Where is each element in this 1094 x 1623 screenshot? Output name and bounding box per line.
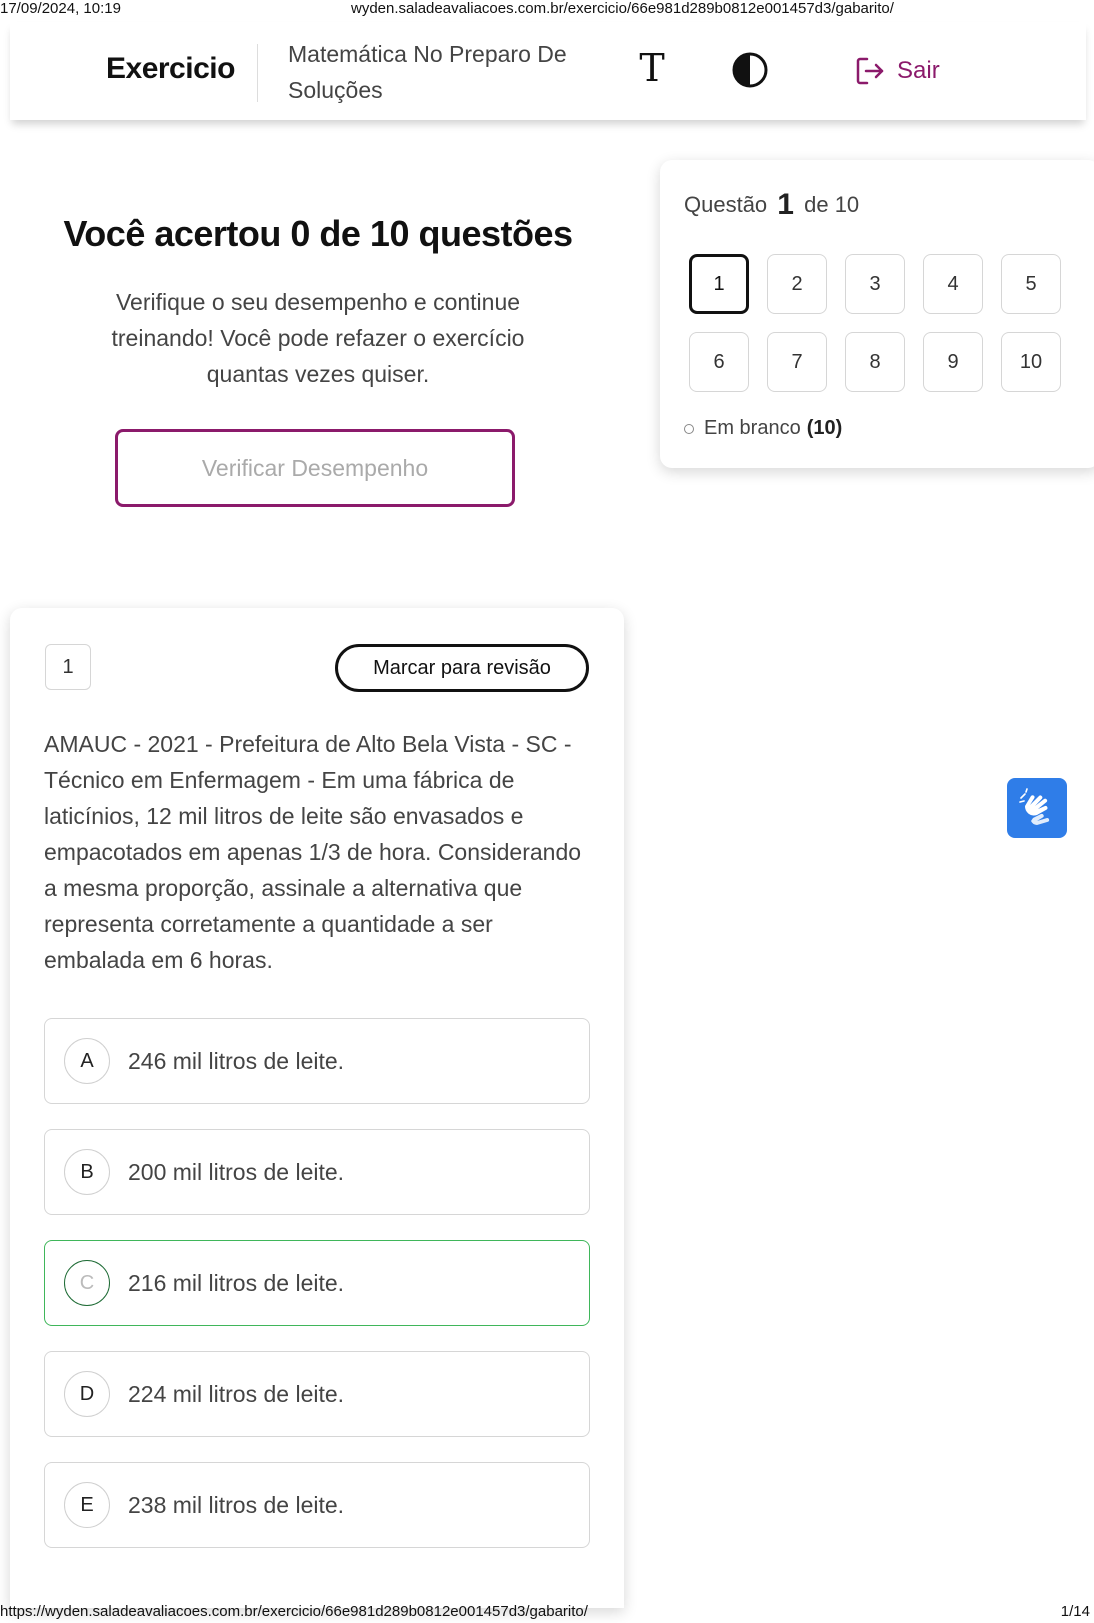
verify-performance-button[interactable]: Verificar Desempenho [115,429,515,507]
option-d[interactable] [44,1351,590,1437]
navigator-prefix: Questão [684,192,768,217]
logout-label: Sair [897,57,940,84]
print-footer-url: https://wyden.saladeavaliacoes.com.br/exercicio/66e981d289b0812e001457d3/gabarito/ [0,1603,588,1620]
question-text: AMAUC - 2021 - Prefeitura de Alto Bela Vista - SC - Técnico em Enfermagem - Em uma fábrica de laticínios, 12 mil litros de leite são envasados e empacotados em apenas 1/3 de hora. Considerando a mesma proporção, assinale a alternativa que representa corretamente a quantidade a ser embalada em 6 horas. [44,731,582,973]
option-text: 216 mil litros de leite. [128,1269,345,1296]
question-button-2[interactable]: 2 [767,254,827,314]
question-button-5[interactable]: 5 [1001,254,1061,314]
option-e[interactable] [44,1462,590,1548]
question-button-8[interactable]: 8 [845,332,905,392]
option-text: 238 mil litros de leite. [128,1491,345,1518]
option-letter: E [64,1482,110,1528]
option-text: 200 mil litros de leite. [128,1158,345,1185]
print-footer [0,1603,1094,1623]
sign-language-icon [1017,788,1057,828]
question-button-1[interactable]: 1 [689,254,749,314]
legend-label: Em branco [704,417,801,439]
result-title: Você acertou 0 de 10 questões [63,213,573,254]
question-button-9[interactable]: 9 [923,332,983,392]
logout-button[interactable] [855,54,940,88]
question-button-7[interactable]: 7 [767,332,827,392]
brand-title: Exercicio [106,52,235,85]
navigator-suffix: de 10 [804,192,860,217]
subject-title: Matemática No Preparo De Soluções [288,41,567,103]
logout-icon [855,56,885,86]
option-text: 224 mil litros de leite. [128,1380,345,1407]
question-button-4[interactable]: 4 [923,254,983,314]
option-letter: A [64,1038,110,1084]
option-c[interactable] [44,1240,590,1326]
top-bar [10,22,1086,120]
navigator-current: 1 [777,188,794,221]
question-button-6[interactable]: 6 [689,332,749,392]
navigator-title [684,188,859,222]
result-text: Verifique o seu desempenho e continue treinando! Você pode refazer o exercício quantas vezes quiser. [111,289,525,387]
option-text: 246 mil litros de leite. [128,1047,345,1074]
print-datetime: 17/09/2024, 10:19 [0,0,121,17]
question-card [10,608,624,1608]
option-letter: C [64,1260,110,1306]
sign-language-button[interactable] [1007,778,1067,838]
option-a[interactable] [44,1018,590,1104]
circle-icon [684,424,694,434]
print-page-number: 1/14 [1060,1603,1090,1620]
mark-for-review-button[interactable]: Marcar para revisão [335,644,589,692]
legend-count: (10) [806,417,843,439]
question-button-3[interactable]: 3 [845,254,905,314]
option-b[interactable] [44,1129,590,1215]
print-header [0,0,1094,18]
question-button-10[interactable]: 10 [1001,332,1061,392]
font-size-icon[interactable]: T [639,46,665,90]
question-number: 1 [45,644,91,690]
option-letter: B [64,1149,110,1195]
legend-blank [684,417,842,440]
question-navigator [660,160,1094,468]
option-letter: D [64,1371,110,1417]
contrast-icon[interactable] [732,52,768,88]
divider [257,44,258,102]
print-header-url: wyden.saladeavaliacoes.com.br/exercicio/66e981d289b0812e001457d3/gabarito/ [351,0,894,17]
